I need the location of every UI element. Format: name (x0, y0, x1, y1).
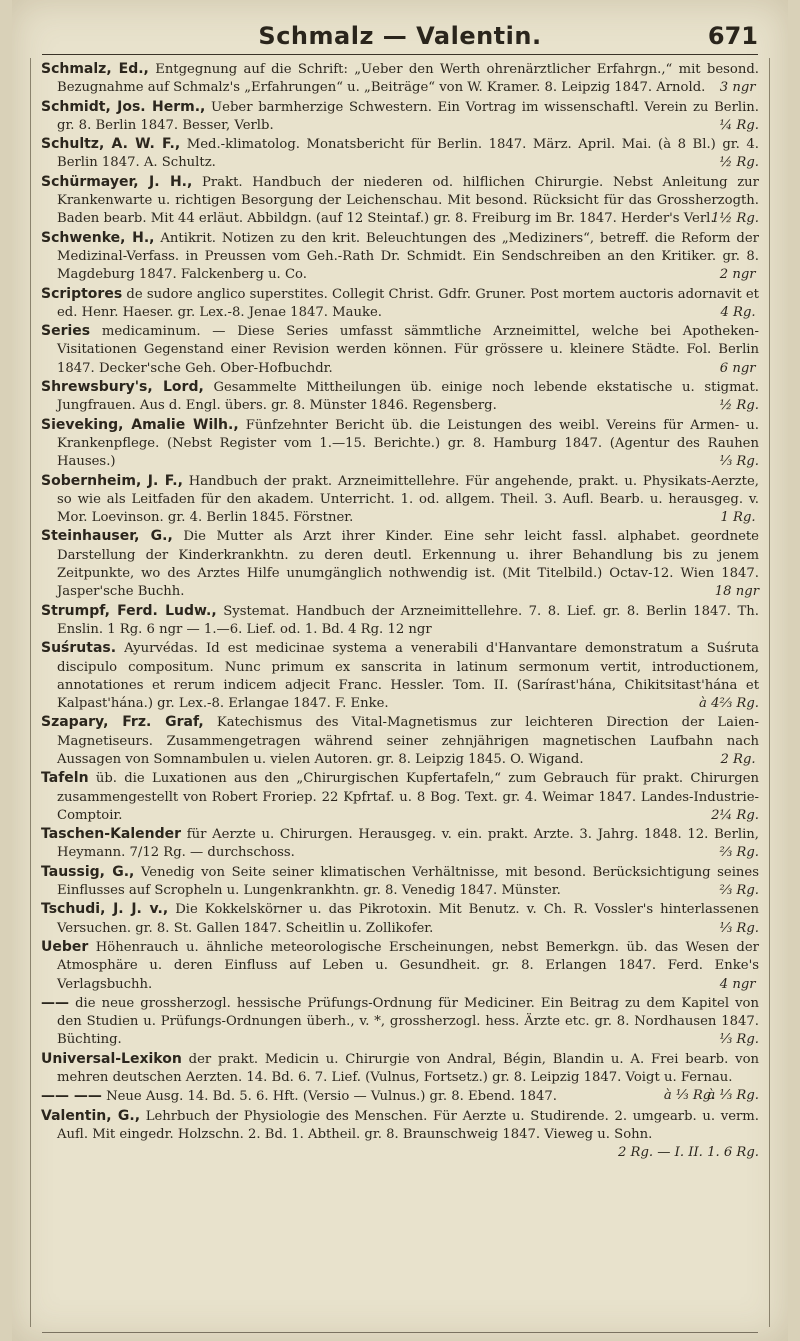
entry-author: Steinhauser, G., (41, 528, 173, 545)
entry-text: für Aerzte u. Chirurgen. Herausgeg. v. ein. prakt. Arzte. 3. Jahrg. 1848. 12. Berlin, Heymann. 7/12 Rg. — durchschoss. (57, 827, 759, 861)
running-head: Schmalz — Valentin. (258, 22, 542, 50)
entry-author: Schmalz, Ed., (41, 61, 149, 77)
entry-text: Fünfzehnter Bericht üb. die Leistungen des weibl. Vereins für Armen- u. Krankenpflege. (Nebst Register vom 1.—15. Berichte.) gr. 8. Hamburg 1847. (Agentur des Rauhen Hauses.) (57, 417, 759, 470)
entry-price: 3 ngr (719, 80, 756, 96)
entry-text: Prakt. Handbuch der niederen od. hilflichen Chirurgie. Nebst Anleitung zur Krankenwarte u. richtigen Besorgung der Leichenschau. Mit besond. Rücksicht für das Grossherzogth. Baden bearb. Mit 44 erläut. Abbildgn. (auf 12 Steintaf.) gr. 8. Freiburg im Br. 1847. Herder's Verl. (57, 174, 759, 227)
bibliography-entry (41, 602, 759, 640)
entry-price: ⅔ Rg. (719, 883, 759, 899)
entry-price: 6 ngr (719, 360, 756, 376)
page-number: 671 (707, 22, 758, 50)
entry-price: ⅓ Rg. (719, 454, 759, 470)
entry-text: der prakt. Medicin u. Chirurgie von Andral, Bégin, Blandin u. A. Frei bearb. von mehren deutschen Aerzten. 14. Bd. 6. 7. Lief. (Vulnus, Fortsetz.) gr. 8. Leipzig 1847. Voigt u. Fernau. (57, 1051, 759, 1086)
entry-author: Suśrutas. (41, 640, 117, 657)
entry-author: Valentin, G., (41, 1107, 141, 1124)
entry-author: Strumpf, Ferd. Ludw., (41, 602, 217, 619)
bibliography-entry (41, 1107, 759, 1161)
entry-price: ⅓ Rg. (719, 1032, 759, 1048)
entry-text: Ayurvédas. Id est medicinae systema a venerabili d'Hanvantare demonstratum a Suśruta discipulo compositum. Nunc primum ex sanscrita in latinum sermonum vertit, introductionem, annotationes et rerum indicem adjecit Franc. Hessler. Tom. II. (Sarírast'hána, Chikitsitast'hána et Kalpast'hána.) gr. Lex.-8. Erlangae 1847. F. Enke. (57, 641, 759, 712)
entry-text: medicaminum. — Diese Series umfasst sämmtliche Arzneimittel, welche bei Apotheken-Visitationen Gegenstand einer Revision werden können. Für grössere u. kleinere Städte. Fol. Berlin 1847. Decker'sche Geh. Ober-Hofbuchdr. (57, 324, 759, 376)
entry-price: 2¼ Rg. (711, 807, 759, 823)
entry-price: 2 Rg. — I. II. 1. 6 Rg. (617, 1145, 759, 1161)
entry-price: 4 ngr (719, 976, 756, 992)
entry-text: Katechismus des Vital-Magnetismus zur leichteren Direction der Laien-Magnetiseurs. Zusammengetragen während seiner zehnjährigen magnetischen Laufbahn nach Aussagen von Somnambulen u. vielen Autoren. gr. 8. Leipzig 1845. O. Wigand. (57, 715, 759, 767)
entry-author: Schmidt, Jos. Herm., (41, 98, 206, 115)
entry-text: Ueber barmherzige Schwestern. Ein Vortrag im wissenschaftl. Verein zu Berlin. gr. 8. Berlin 1847. Besser, Verlb. (57, 99, 759, 133)
entry-text: de sudore anglico superstites. Collegit Christ. Gdfr. Gruner. Post mortem auctoris adornavit et ed. Henr. Haeser. gr. Lex.-8. Jenae 1847. Mauke. (57, 286, 759, 320)
entry-text: Die Mutter als Arzt ihrer Kinder. Eine sehr leicht fassl. alphabet. geordnete Darstellung der Kinderkrankhtn. zu deren deutl. Erkennung u. ihrer Behandlung bis zu jenem Zeitpunkte, wo des Arztes Hilfe unumgänglich nothwendig ist. (Mit Titelbild.) Octav-12. Wien 1847. Jasper'sche Buchh. (57, 529, 759, 600)
entry-text: Lehrbuch der Physiologie des Menschen. Für Aerzte u. Studirende. 2. umgearb. u. verm. Aufl. Mit eingedr. Holzschn. 2. Bd. 1. Abtheil. gr. 8. Braunschweig 1847. Vieweg u. Sohn. (57, 1108, 759, 1142)
entry-price: à ⅓ Rg. (663, 1088, 716, 1104)
bibliography-entry (41, 713, 759, 769)
bibliography-entry (41, 639, 759, 713)
entry-price: ⅔ Rg. (719, 845, 759, 861)
bibliography-entry (41, 938, 759, 994)
bibliography-entry (41, 900, 759, 938)
entry-text: üb. die Luxationen aus den „Chirurgischen Kupfertafeln,“ zum Gebrauch für prakt. Chirurgen zusammengestellt von Robert Froriep. 22 Kpfrtaf. u. 8 Bog. Text. gr. 4. Weimar 1847. Landes-Industrie-Comptoir. (57, 771, 759, 823)
bibliography-entry (41, 229, 759, 285)
bibliography-entry (41, 173, 759, 229)
bibliography-entry (41, 527, 759, 601)
entry-text: Handbuch der prakt. Arzneimittellehre. Für angehende, prakt. u. Physikats-Aerzte, so wie als Leitfaden für den akadem. Unterricht. 1. od. allgem. Theil. 3. Aufl. Bearb. u. herausgeg. v. Mor. Loevinson. gr. 4. Berlin 1845. Förstner. (57, 473, 759, 526)
entry-price: à ⅓ Rg. (707, 1088, 759, 1104)
entry-author: Szapary, Frz. Graf, (41, 714, 204, 731)
entry-price: ½ Rg. (719, 155, 759, 171)
entry-author: Sobernheim, J. F., (41, 472, 183, 489)
entry-text: Höhenrauch u. ähnliche meteorologische Erscheinungen, nebst Bemerkgn. üb. das Wesen der Atmosphäre u. deren Einfluss auf Leben u. Gesundheit. gr. 8. Erlangen 1847. Ferd. Enke's Verlagsbuchh. (57, 939, 759, 992)
entry-author: Schürmayer, J. H., (41, 173, 193, 190)
entry-text: Antikrit. Notizen zu den krit. Beleuchtungen des „Mediziners“, betreff. die Reform der Medizinal-Verfass. in Preussen vom Geh.-Rath Dr. Schmidt. Ein Sendschreiben an den Kritiker. gr. 8. Magdeburg 1847. Falckenberg u. Co. (57, 230, 759, 283)
entry-author: —— (41, 994, 69, 1011)
bibliography-entries (30, 58, 770, 1327)
bibliography-entry (41, 472, 759, 528)
entry-text: Systemat. Handbuch der Arzneimittellehre. 7. 8. Lief. gr. 8. Berlin 1847. Th. Enslin. 1 Rg. 6 ngr — 1.—6. Lief. od. 1. Bd. 4 Rg. 12 ngr (57, 603, 759, 637)
entry-text: Die Kokkelskörner u. das Pikrotoxin. Mit Benutz. v. Ch. R. Vossler's hinterlassenen Versuchen. gr. 8. St. Gallen 1847. Scheitlin u. Zollikofer. (57, 902, 759, 936)
entry-author: Schwenke, H., (41, 229, 155, 246)
entry-price: 4 Rg. (720, 304, 756, 320)
entry-text: die neue grossherzogl. hessische Prüfungs-Ordnung für Mediciner. Ein Beitrag zu dem Kapitel von den Studien u. Prüfungs-Ordnungen überh., v. *, grossherzogl. hess. Ärzte etc. gr. 8. Nordhausen 1847. Büchting. (57, 995, 759, 1048)
bibliography-entry (41, 863, 759, 901)
entry-text: Entgegnung auf die Schrift: „Ueber den Werth ohrenärztlicher Erfahrgn.,“ mit besond. Bezugnahme auf Schmalz's „Erfahrungen“ u. „Beiträge“ von W. Kramer. 8. Leipzig 1847. Arnold. (57, 62, 759, 96)
entry-author: Tafeln (41, 770, 89, 787)
bibliography-entry (41, 994, 759, 1050)
entry-text: Neue Ausg. 14. Bd. 5. 6. Hft. (Versio — Vulnus.) gr. 8. Ebend. 1847. (106, 1089, 557, 1105)
entry-author: Schultz, A. W. F., (41, 136, 181, 153)
entry-author: Shrewsbury's, Lord, (41, 379, 204, 396)
bibliography-entry (41, 378, 759, 416)
bibliography-entry (41, 285, 759, 323)
entry-price: 1 Rg. (720, 510, 756, 526)
entry-price: ⅓ Rg. (719, 920, 759, 936)
entry-author: Scriptores (41, 285, 123, 302)
bottom-rule (42, 1332, 758, 1333)
entry-author: —— —— (41, 1088, 102, 1105)
entry-text: Med.-klimatolog. Monatsbericht für Berlin. 1847. März. April. Mai. (à 8 Bl.) gr. 4. Berlin 1847. A. Schultz. (57, 137, 759, 171)
entry-author: Universal-Lexikon (41, 1050, 182, 1067)
entry-text: Venedig von Seite seiner klimatischen Verhältnisse, mit besond. Berücksichtigung seines Einflusses auf Scropheln u. Lungenkrankhtn. gr. 8. Venedig 1847. Münster. (57, 864, 759, 899)
entry-price: 2 ngr (719, 267, 756, 283)
bibliography-entry (41, 825, 759, 863)
book-page (12, 0, 788, 1341)
entry-text: Gesammelte Mittheilungen üb. einige noch lebende ekstatische u. stigmat. Jungfrauen. Aus d. Engl. übers. gr. 8. Münster 1846. Regensberg. (57, 380, 759, 414)
entry-author: Taussig, G., (41, 863, 135, 880)
bibliography-entry (41, 98, 759, 136)
entry-price: 2 Rg. (720, 751, 756, 767)
bibliography-entry (41, 135, 759, 173)
entry-author: Series (41, 323, 91, 340)
entry-author: Taschen-Kalender (41, 826, 182, 843)
bibliography-entry (41, 416, 759, 472)
entry-price: à 4⅔ Rg. (699, 696, 759, 712)
bibliography-entry (41, 322, 759, 378)
bibliography-entry (41, 60, 759, 98)
entry-price: 1½ Rg. (711, 211, 759, 227)
entry-price: ¼ Rg. (719, 117, 759, 133)
entry-price: 18 ngr (714, 584, 759, 600)
bibliography-entry (41, 1087, 759, 1106)
entry-author: Ueber (41, 938, 89, 955)
entry-price: ½ Rg. (719, 398, 759, 414)
page-header (42, 10, 758, 55)
entry-author: Sieveking, Amalie Wilh., (41, 416, 239, 433)
bibliography-entry (41, 769, 759, 825)
entry-author: Tschudi, J. J. v., (41, 901, 169, 918)
